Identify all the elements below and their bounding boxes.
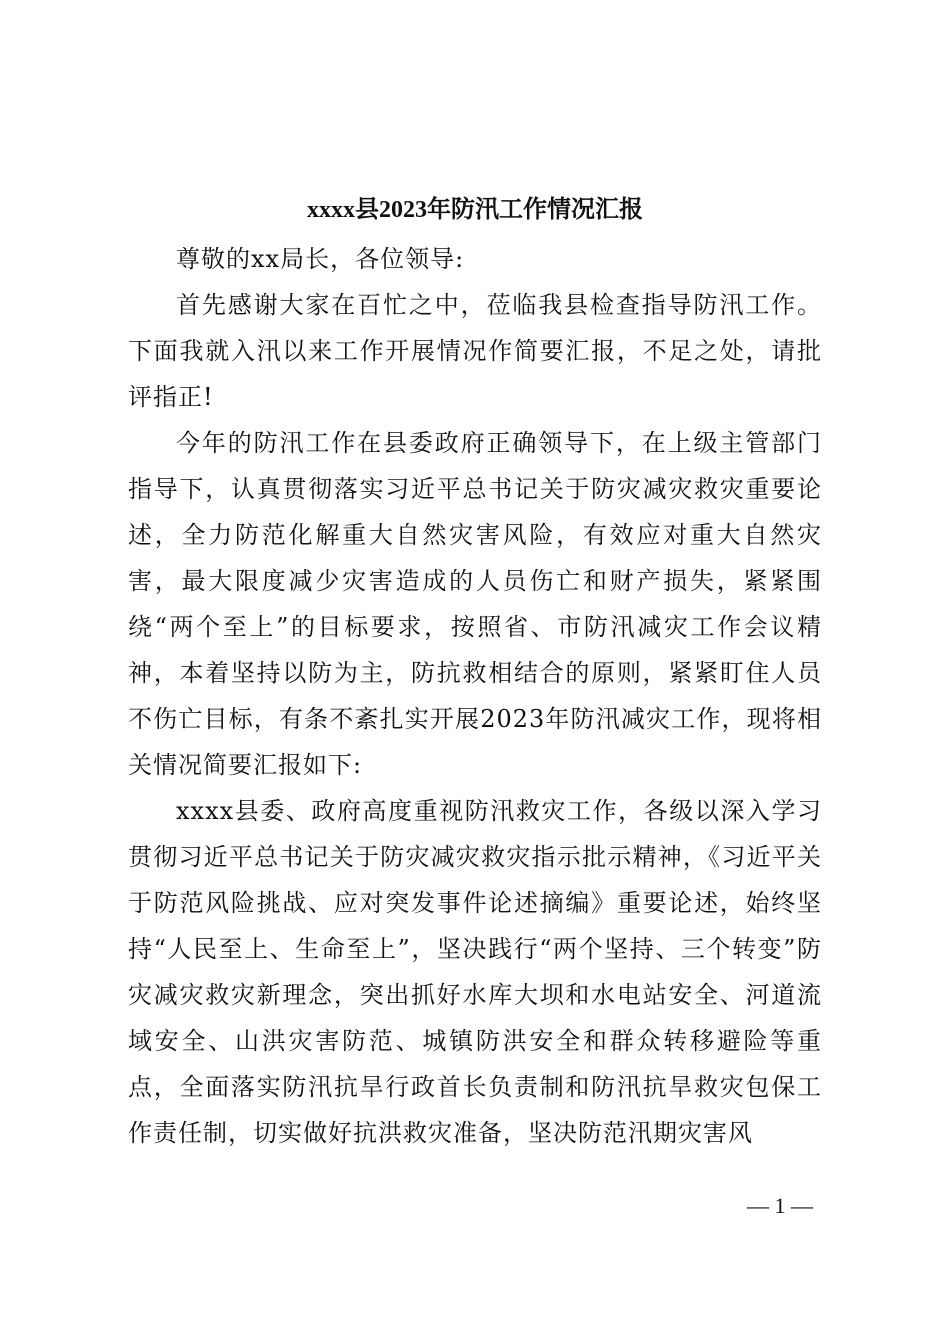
salutation: 尊敬的xx局长，各位领导:: [176, 245, 465, 273]
paragraph-2: 今年的防汛工作在县委政府正确领导下，在上级主管部门指导下，认真贯彻落实习近平总书记关于防灾减灾救灾重要论述，全力防范化解重大自然灾害风险，有效应对重大自然灾害，最大限度减少灾害造成的人员伤亡和财产损失，紧紧围绕“两个至上”的目标要求，按照省、市防汛减灾工作会议精神，本着坚持以防为主，防抗救相结合的原则，紧紧盯住人员不伤亡目标，有条不紊扎实开展2023年防汛减灾工作，现将相关情况简要汇报如下:: [128, 429, 822, 779]
document-title: xxxx县2023年防汛工作情况汇报: [307, 197, 643, 223]
paragraph-3: xxxx县委、政府高度重视防汛救灾工作，各级以深入学习贯彻习近平总书记关于防灾减灾救灾指示批示精神，《习近平关于防范风险挑战、应对突发事件论述摘编》重要论述，始终坚持“人民至上、生命至上”，坚决践行“两个坚持、三个转变”防灾减灾救灾新理念，突出抓好水库大坝和水电站安全、河道流域安全、山洪灾害防范、城镇防洪安全和群众转移避险等重点，全面落实防汛抗旱行政首长负责制和防汛抗旱救灾包保工作责任制，切实做好抗洪救灾准备，坚决防范汛期灾害风: [128, 797, 822, 1147]
document-body: [128, 236, 822, 1156]
paragraph-1: 首先感谢大家在百忙之中，莅临我县检查指导防汛工作。下面我就入汛以来工作开展情况作简要汇报，不足之处，请批评指正!: [128, 291, 822, 411]
page-number: — 1 —: [747, 1193, 813, 1218]
